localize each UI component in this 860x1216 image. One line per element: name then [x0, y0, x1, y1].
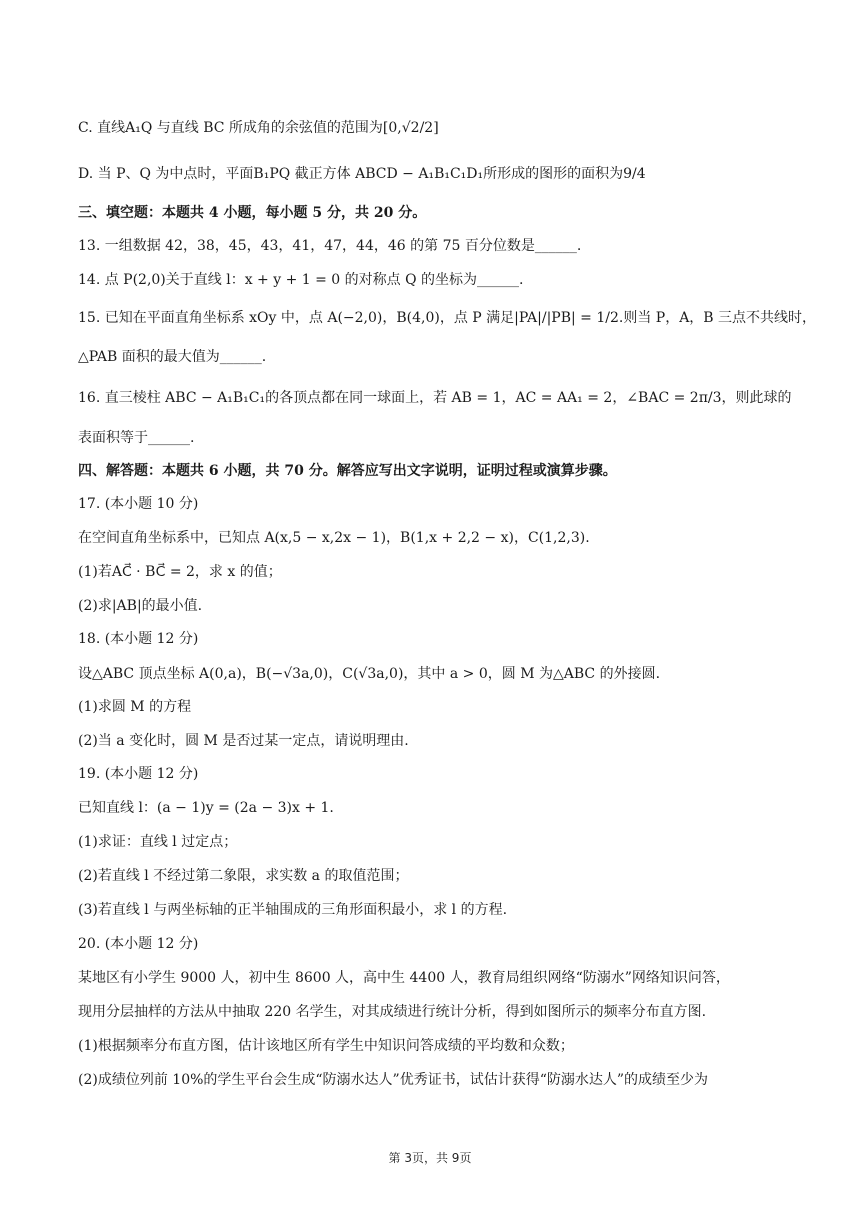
option-d: D. 当 P、Q 为中点时，平面B₁PQ 截正方体 ABCD − A₁B₁C₁D₁所形成的图形的面积为9/4: [78, 166, 646, 182]
question-16-line2: 表面积等于______.: [78, 430, 195, 446]
question-15-line2: △PAB 面积的最大值为______.: [78, 349, 267, 365]
question-19-part1: (1)求证：直线 l 过定点；: [78, 834, 238, 850]
question-17-part2: (2)求|AB|的最小值.: [78, 598, 203, 614]
question-19-header: 19. (本小题 12 分): [78, 766, 199, 782]
question-20-part1: (1)根据频率分布直方图，估计该地区所有学生中知识问答成绩的平均数和众数；: [78, 1038, 574, 1054]
option-c: C. 直线A₁Q 与直线 BC 所成角的余弦值的范围为[0,√2/2]: [78, 120, 439, 136]
question-15-line1: 15. 已知在平面直角坐标系 xOy 中，点 A(−2,0)，B(4,0)，点 P 满足|PA|/|PB| = 1/2.则当 P，A，B 三点不共线时，: [78, 310, 817, 326]
question-20-stem-line1: 某地区有小学生 9000 人，初中生 8600 人，高中生 4400 人，教育局组织网络“防溺水”网络知识问答，: [78, 970, 730, 986]
question-17-part1: (1)若AC⃗ · BC⃗ = 2，求 x 的值；: [78, 564, 282, 580]
question-20-part2: (2)成绩位列前 10%的学生平台会生成“防溺水达人”优秀证书，试估计获得“防溺水达人”的成绩至少为: [78, 1072, 709, 1088]
question-18-part2: (2)当 a 变化时，圆 M 是否过某一定点，请说明理由.: [78, 733, 409, 749]
question-18-part1: (1)求圆 M 的方程: [78, 699, 192, 715]
question-19-stem: 已知直线 l：(a − 1)y = (2a − 3)x + 1.: [78, 800, 334, 816]
question-17-header: 17. (本小题 10 分): [78, 496, 199, 512]
question-18-header: 18. (本小题 12 分): [78, 631, 199, 647]
question-16-line1: 16. 直三棱柱 ABC − A₁B₁C₁的各顶点都在同一球面上，若 AB = 1，AC = AA₁ = 2，∠BAC = 2π/3，则此球的: [78, 390, 792, 406]
question-19-part3: (3)若直线 l 与两坐标轴的正半轴围成的三角形面积最小，求 l 的方程.: [78, 902, 508, 918]
question-13: 13. 一组数据 42，38，45，43，41，47，44，46 的第 75 百分位数是______.: [78, 238, 582, 254]
question-17-stem: 在空间直角坐标系中，已知点 A(x,5 − x,2x − 1)，B(1,x + 2,2 − x)，C(1,2,3).: [78, 530, 590, 546]
question-18-stem: 设△ABC 顶点坐标 A(0,a)，B(−√3a,0)，C(√3a,0)，其中 a > 0，圆 M 为△ABC 的外接圆.: [78, 666, 661, 682]
question-20-stem-line2: 现用分层抽样的方法从中抽取 220 名学生，对其成绩进行统计分析，得到如图所示的频率分布直方图.: [78, 1004, 707, 1020]
question-20-header: 20. (本小题 12 分): [78, 936, 199, 952]
question-14: 14. 点 P(2,0)关于直线 l：x + y + 1 = 0 的对称点 Q 的坐标为______.: [78, 272, 524, 288]
question-19-part2: (2)若直线 l 不经过第二象限，求实数 a 的取值范围；: [78, 868, 409, 884]
section-heading-fill-blank: 三、填空题：本题共 4 小题，每小题 5 分，共 20 分。: [78, 205, 427, 221]
page-footer: 第 3页，共 9页: [388, 1151, 472, 1165]
section-heading-solutions: 四、解答题：本题共 6 小题，共 70 分。解答应写出文字说明，证明过程或演算步骤。: [78, 463, 617, 479]
